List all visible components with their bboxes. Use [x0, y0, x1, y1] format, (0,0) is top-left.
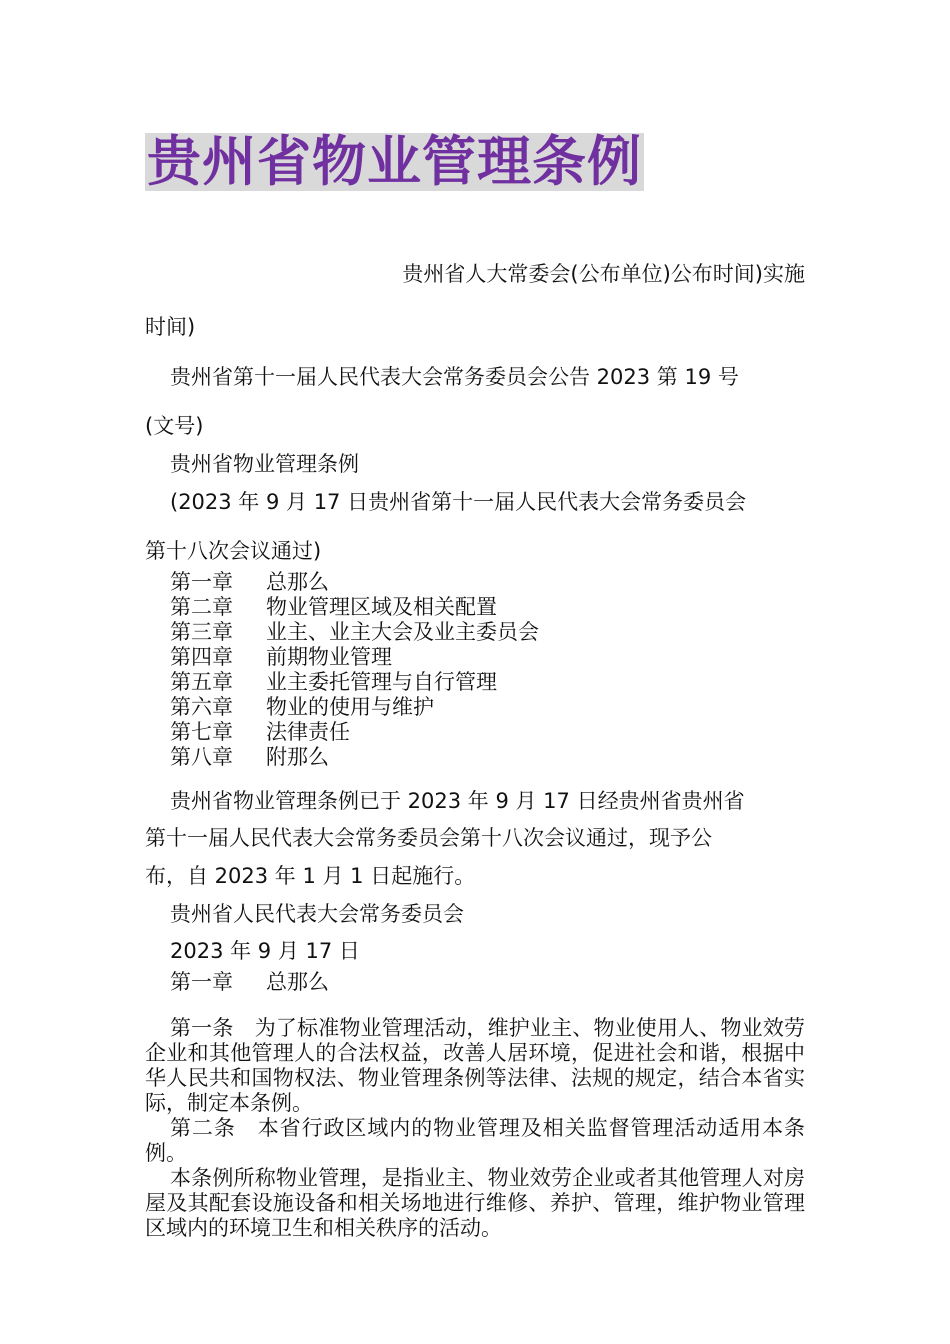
toc-chapter-title: 物业的使用与维护	[266, 695, 434, 719]
toc-chapter-number: 第四章	[170, 645, 233, 669]
toc-item	[170, 670, 539, 695]
toc-item	[170, 645, 539, 670]
toc-chapter-number: 第一章	[170, 570, 233, 594]
law-name: 贵州省物业管理条例	[170, 452, 359, 476]
title-block	[145, 130, 644, 193]
toc-chapter-title: 附那么	[266, 745, 329, 769]
toc-item	[170, 570, 539, 595]
toc-chapter-number: 第二章	[170, 595, 233, 619]
toc-chapter-title: 业主、业主大会及业主委员会	[266, 620, 539, 644]
chapter-1-heading	[170, 970, 329, 995]
chapter-heading-title: 总那么	[266, 970, 329, 994]
meta-line-2: 时间)	[145, 315, 196, 339]
toc-chapter-number: 第六章	[170, 695, 233, 719]
toc-chapter-title: 前期物业管理	[266, 645, 392, 669]
toc-chapter-title: 总那么	[266, 570, 329, 594]
adoption-line-1: (2023 年 9 月 17 日贵州省第十一届人民代表大会常务委员会	[170, 490, 747, 514]
toc-chapter-number: 第五章	[170, 670, 233, 694]
toc-item	[170, 620, 539, 645]
toc-item	[170, 745, 539, 770]
promulgation-line-3: 布，自 2023 年 1 月 1 日起施行。	[145, 864, 476, 888]
toc-chapter-title: 物业管理区域及相关配置	[266, 595, 497, 619]
notice-line-1: 贵州省第十一届人民代表大会常务委员会公告 2023 第 19 号	[170, 365, 739, 389]
article-2: 第二条 本省行政区域内的物业管理及相关监督管理活动适用本条例。	[145, 1116, 805, 1165]
toc-chapter-title: 业主委托管理与自行管理	[266, 670, 497, 694]
toc-item	[170, 720, 539, 745]
issue-date: 2023 年 9 月 17 日	[170, 939, 360, 963]
table-of-contents	[170, 570, 539, 770]
chapter-heading-number: 第一章	[170, 970, 233, 994]
toc-chapter-number: 第八章	[170, 745, 233, 769]
notice-line-2: (文号)	[145, 414, 204, 438]
toc-chapter-number: 第七章	[170, 720, 233, 744]
article-1: 第一条 为了标准物业管理活动，维护业主、物业使用人、物业效劳企业和其他管理人的合法权益，改善人居环境，促进社会和谐，根据中华人民共和国物权法、物业管理条例等法律、法规的规定，结合本省实际，制定本条例。	[145, 1016, 805, 1115]
adoption-line-2: 第十八次会议通过)	[145, 539, 322, 563]
toc-chapter-title: 法律责任	[266, 720, 350, 744]
promulgation-line-1: 贵州省物业管理条例已于 2023 年 9 月 17 日经贵州省贵州省	[170, 789, 745, 813]
document-title: 贵州省物业管理条例	[147, 130, 642, 193]
article-2-paragraph-2: 本条例所称物业管理，是指业主、物业效劳企业或者其他管理人对房屋及其配套设施设备和相关场地进行维修、养护、管理，维护物业管理区域内的环境卫生和相关秩序的活动。	[145, 1166, 805, 1240]
toc-item	[170, 595, 539, 620]
toc-item	[170, 695, 539, 720]
toc-chapter-number: 第三章	[170, 620, 233, 644]
promulgation-line-2: 第十一届人民代表大会常务委员会第十八次会议通过，现予公	[145, 826, 712, 850]
issuer: 贵州省人民代表大会常务委员会	[170, 902, 464, 926]
meta-line-1: 贵州省人大常委会(公布单位)公布时间)实施	[402, 262, 805, 286]
